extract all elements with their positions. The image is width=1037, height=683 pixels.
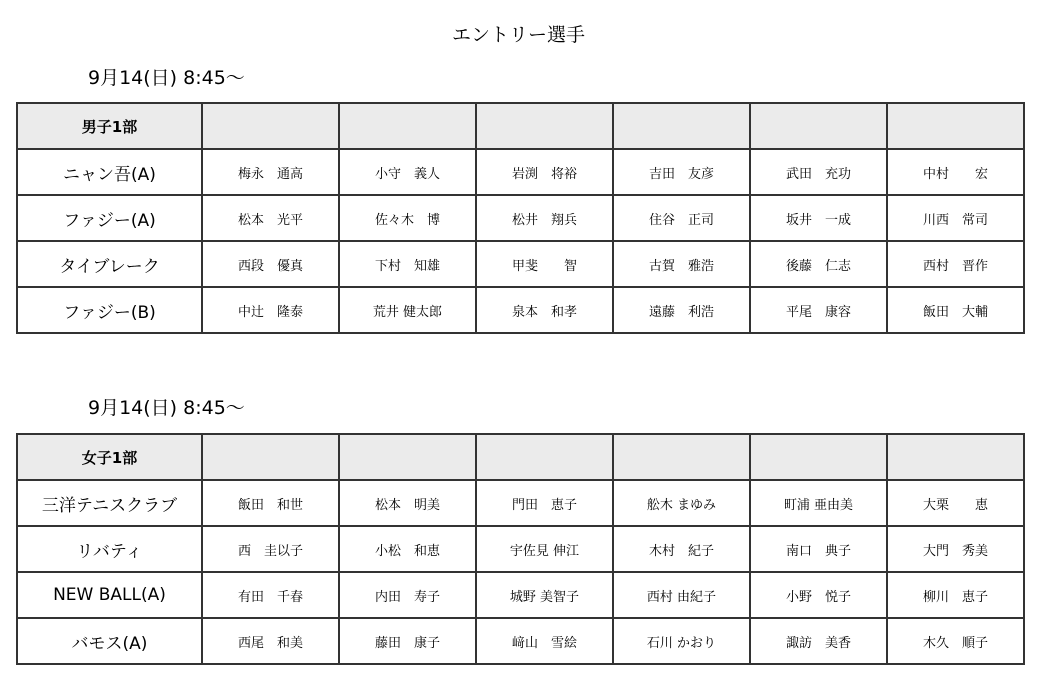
table-row	[17, 480, 1024, 526]
player-name: 古賀 雅浩	[613, 241, 750, 287]
player-name: 坂井 一成	[750, 195, 887, 241]
player-name: 荒井 健太郎	[339, 287, 476, 333]
player-name: 諏訪 美香	[750, 618, 887, 664]
player-name: 南口 典子	[750, 526, 887, 572]
header-cell	[750, 434, 887, 480]
player-name: 宇佐見 伸江	[476, 526, 613, 572]
player-name: 松本 明美	[339, 480, 476, 526]
player-name: 有田 千春	[202, 572, 339, 618]
header-cell	[750, 103, 887, 149]
team-name: タイブレーク	[17, 241, 202, 287]
player-name: 中村 宏	[887, 149, 1024, 195]
header-cell	[202, 434, 339, 480]
player-name: 岩渕 将裕	[476, 149, 613, 195]
page-title: エントリー選手	[451, 24, 585, 46]
table-row	[17, 241, 1024, 287]
player-name: 住谷 正司	[613, 195, 750, 241]
player-name: 西尾 和美	[202, 618, 339, 664]
player-name: 小野 悦子	[750, 572, 887, 618]
header-cell	[202, 103, 339, 149]
player-name: 大門 秀美	[887, 526, 1024, 572]
player-name: 小松 和恵	[339, 526, 476, 572]
player-name: 西段 優真	[202, 241, 339, 287]
division-label: 女子1部	[17, 434, 202, 480]
header-cell	[476, 103, 613, 149]
team-name: NEW BALL(A)	[17, 572, 202, 618]
team-name: 三洋テニスクラブ	[17, 480, 202, 526]
men-division-1-table	[16, 102, 1025, 334]
player-name: 後藤 仁志	[750, 241, 887, 287]
division-label: 男子1部	[17, 103, 202, 149]
player-name: 城野 美智子	[476, 572, 613, 618]
player-name: 柳川 恵子	[887, 572, 1024, 618]
player-name: 松本 光平	[202, 195, 339, 241]
table-row	[17, 287, 1024, 333]
table-row	[17, 526, 1024, 572]
team-name: リバティ	[17, 526, 202, 572]
player-name: 西村 由紀子	[613, 572, 750, 618]
player-name: 川西 常司	[887, 195, 1024, 241]
player-name: 小守 義人	[339, 149, 476, 195]
player-name: 舩木 まゆみ	[613, 480, 750, 526]
player-name: 吉田 友彦	[613, 149, 750, 195]
header-cell	[339, 434, 476, 480]
player-name: 飯田 和世	[202, 480, 339, 526]
player-name: 﨑山 雪絵	[476, 618, 613, 664]
player-name: 下村 知雄	[339, 241, 476, 287]
player-name: 泉本 和孝	[476, 287, 613, 333]
player-name: 石川 かおり	[613, 618, 750, 664]
team-name: ニャン吾(A)	[17, 149, 202, 195]
player-name: 木村 紀子	[613, 526, 750, 572]
header-cell	[613, 103, 750, 149]
player-name: 甲斐 智	[476, 241, 613, 287]
player-name: 飯田 大輔	[887, 287, 1024, 333]
header-cell	[476, 434, 613, 480]
table-row	[17, 195, 1024, 241]
player-name: 門田 恵子	[476, 480, 613, 526]
player-name: 平尾 康容	[750, 287, 887, 333]
player-name: 武田 充功	[750, 149, 887, 195]
header-cell	[887, 434, 1024, 480]
player-name: 内田 寿子	[339, 572, 476, 618]
header-cell	[887, 103, 1024, 149]
player-name: 松井 翔兵	[476, 195, 613, 241]
player-name: 大栗 恵	[887, 480, 1024, 526]
header-cell	[613, 434, 750, 480]
table-row	[17, 149, 1024, 195]
player-name: 佐々木 博	[339, 195, 476, 241]
player-name: 藤田 康子	[339, 618, 476, 664]
team-name: ファジー(B)	[17, 287, 202, 333]
player-name: 遠藤 利浩	[613, 287, 750, 333]
session-date: 9月14(日) 8:45～	[88, 397, 245, 419]
session-date: 9月14(日) 8:45～	[88, 67, 245, 89]
player-name: 中辻 隆泰	[202, 287, 339, 333]
team-name: ファジー(A)	[17, 195, 202, 241]
player-name: 西村 晋作	[887, 241, 1024, 287]
table-header-row	[17, 103, 1024, 149]
women-division-1-table	[16, 433, 1025, 665]
table-row	[17, 572, 1024, 618]
header-cell	[339, 103, 476, 149]
player-name: 西 圭以子	[202, 526, 339, 572]
player-name: 梅永 通高	[202, 149, 339, 195]
player-name: 町浦 亜由美	[750, 480, 887, 526]
player-name: 木久 順子	[887, 618, 1024, 664]
team-name: バモス(A)	[17, 618, 202, 664]
table-row	[17, 618, 1024, 664]
table-header-row	[17, 434, 1024, 480]
